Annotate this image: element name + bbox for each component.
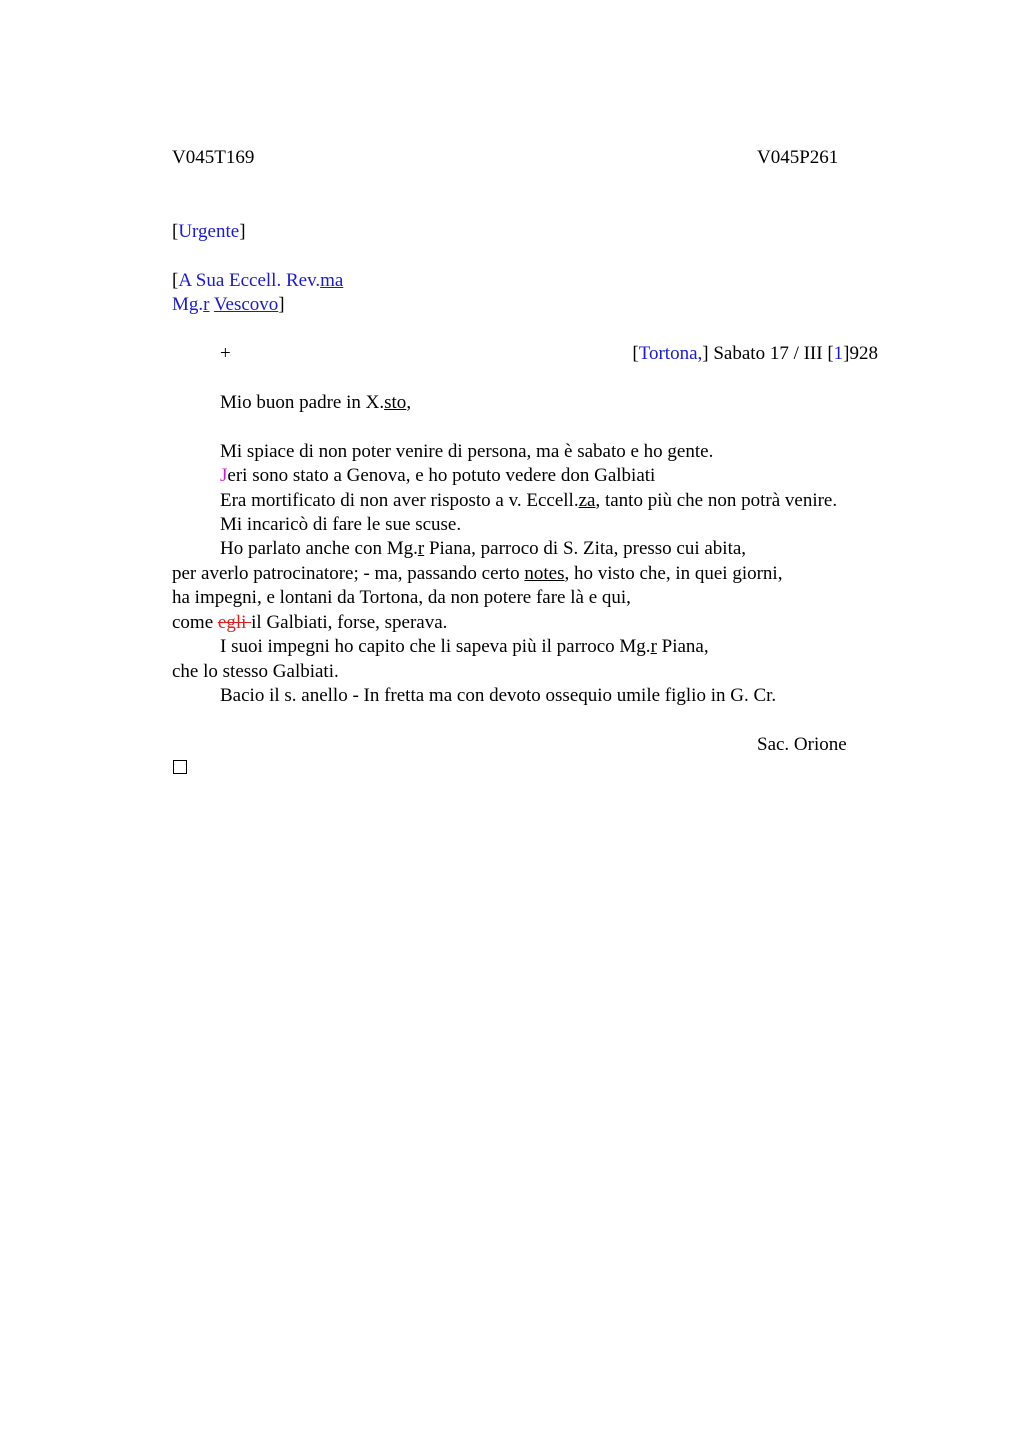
- body-line-11: Bacio il s. anello - In fretta ma con devoto ossequio umile figlio in G. Cr.: [220, 685, 777, 706]
- urgent-note: [Urgente]: [172, 221, 246, 242]
- body-line-7: ha impegni, e lontani da Tortona, da non potere fare là e qui,: [172, 587, 631, 608]
- body-line-8: come egli il Galbiati, forse, sperava.: [172, 612, 448, 633]
- body-line-9: I suoi impegni ho capito che li sapeva più il parroco Mg.r Piana,: [220, 636, 709, 657]
- dateline: [Tortona,] Sabato 17 / III [1]928: [632, 343, 878, 364]
- body-line-10: che lo stesso Galbiati.: [172, 661, 339, 682]
- body-line-2: Jeri sono stato a Genova, e ho potuto vedere don Galbiati: [220, 465, 656, 486]
- cross-symbol: +: [220, 343, 231, 364]
- end-marker-square-icon: [173, 760, 187, 774]
- deleted-word: egli: [217, 612, 252, 633]
- header-left-code: V045T169: [172, 147, 255, 168]
- body-line-1: Mi spiace di non poter venire di persona, ma è sabato e ho gente.: [220, 441, 714, 462]
- body-line-3: Era mortificato di non aver risposto a v. Eccell.za, tanto più che non potrà venire.: [220, 490, 838, 511]
- body-line-5: Ho parlato anche con Mg.r Piana, parroco di S. Zita, presso cui abita,: [220, 538, 747, 559]
- body-line-6: per averlo patrocinatore; - ma, passando certo notes, ho visto che, in quei giorni,: [172, 563, 783, 584]
- address-line-2: Mg.r Vescovo]: [172, 294, 285, 315]
- header-right-code: V045P261: [757, 147, 839, 168]
- address-line-1: [A Sua Eccell. Rev.ma: [172, 270, 344, 291]
- salutation: Mio buon padre in X.sto,: [220, 392, 412, 413]
- signature: Sac. Orione: [757, 734, 847, 755]
- body-line-4: Mi incaricò di fare le sue scuse.: [220, 514, 462, 535]
